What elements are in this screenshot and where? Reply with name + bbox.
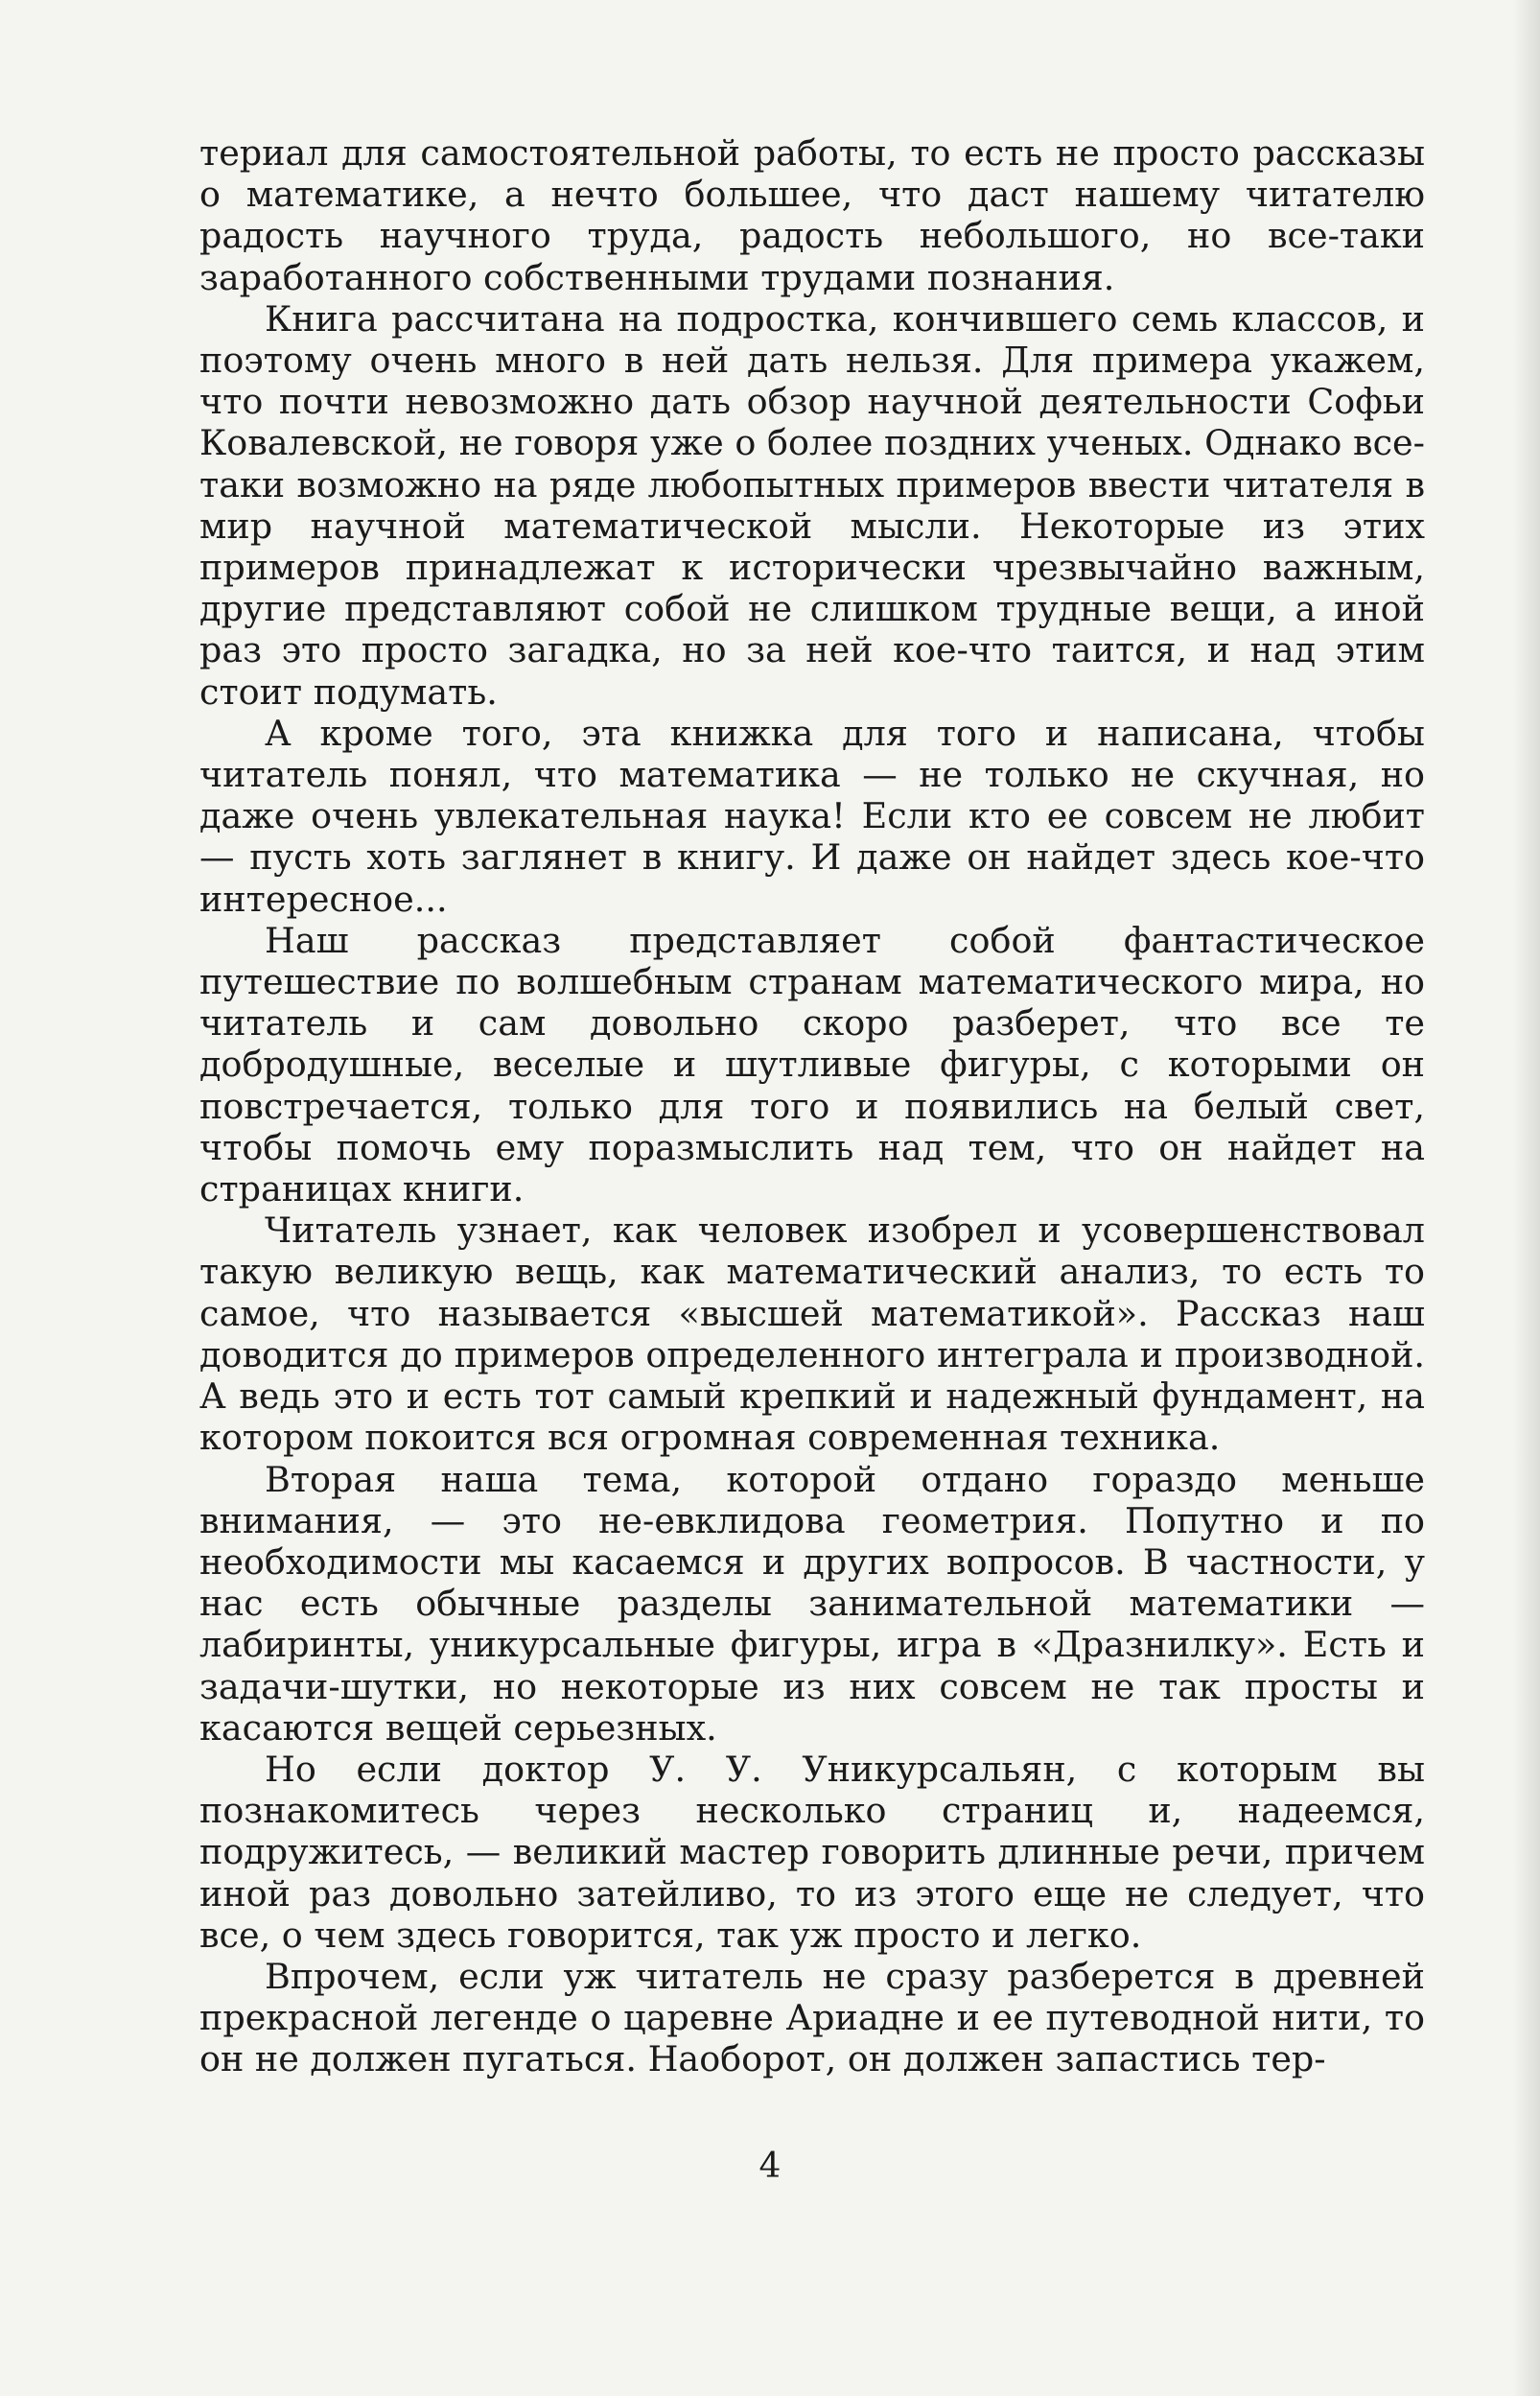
paragraph-1: териал для самостоятельной работы, то есть не просто рассказы о математике, а нечто большее, что даст нашему читателю радость научного труда, радость небольшого, но все-таки заработанного собственными трудами познания. [199, 132, 1425, 298]
paragraph-8: Впрочем, если уж читатель не сразу разберется в древней прекрасной легенде о царевне Ариадне и ее путеводной нити, то он не должен пугаться. Наоборот, он должен запастись тер- [199, 1955, 1425, 2080]
paragraph-3: А кроме того, эта книжка для того и написана, чтобы читатель понял, что математика — не только не скучная, но даже очень увлекательная наука! Если кто ее совсем не любит — пусть хоть заглянет в книгу. И даже он найдет здесь кое-что интересное... [199, 712, 1425, 920]
paragraph-2: Книга рассчитана на подростка, кончившего семь классов, и поэтому очень много в ней дать нельзя. Для примера укажем, что почти невозможно дать обзор научной деятельности Софьи Ковалевской, не говоря уже о более поздних ученых. Однако все-таки возможно на ряде любопытных примеров ввести читателя в мир научной математической мысли. Некоторые из этих примеров принадлежат к исторически чрезвычайно важным, другие представляют собой не слишком трудные вещи, а иной раз это просто загадка, но за ней кое-что таится, и над этим стоит подумать. [199, 297, 1425, 713]
body-text [199, 132, 1425, 2080]
paragraph-6: Вторая наша тема, которой отдано гораздо меньше внимания, — это не-евклидова геометрия. Попутно и по необходимости мы касаемся и других вопросов. В частности, у нас есть обычные разделы занимательной математики — лабиринты, уникурсальные фигуры, игра в «Дразнилку». Есть и задачи-шутки, но некоторые из них совсем не так просты и касаются вещей серьезных. [199, 1458, 1425, 1749]
page-edge-shadow [1513, 0, 1540, 2396]
page-number: 4 [758, 2147, 782, 2186]
paragraph-7: Но если доктор У. У. Уникурсальян, с которым вы познакомитесь через несколько страниц и, надеемся, подружитесь, — великий мастер говорить длинные речи, причем иной раз довольно затейливо, то из этого еще не следует, что все, о чем здесь говорится, так уж просто и легко. [199, 1748, 1425, 1956]
paragraph-5: Читатель узнает, как человек изобрел и усовершенствовал такую великую вещь, как математический анализ, то есть то самое, что называется «высшей математикой». Рассказ наш доводится до примеров определенного интеграла и производной. А ведь это и есть тот самый крепкий и надежный фундамент, на котором покоится вся огромная современная техника. [199, 1210, 1425, 1459]
paragraph-4: Наш рассказ представляет собой фантастическое путешествие по волшебным странам математического мира, но читатель и сам довольно скоро разберет, что все те добродушные, веселые и шутливые фигуры, с которыми он повстречается, только для того и появились на белый свет, чтобы помочь ему поразмыслить над тем, что он найдет на страницах книги. [199, 919, 1425, 1210]
